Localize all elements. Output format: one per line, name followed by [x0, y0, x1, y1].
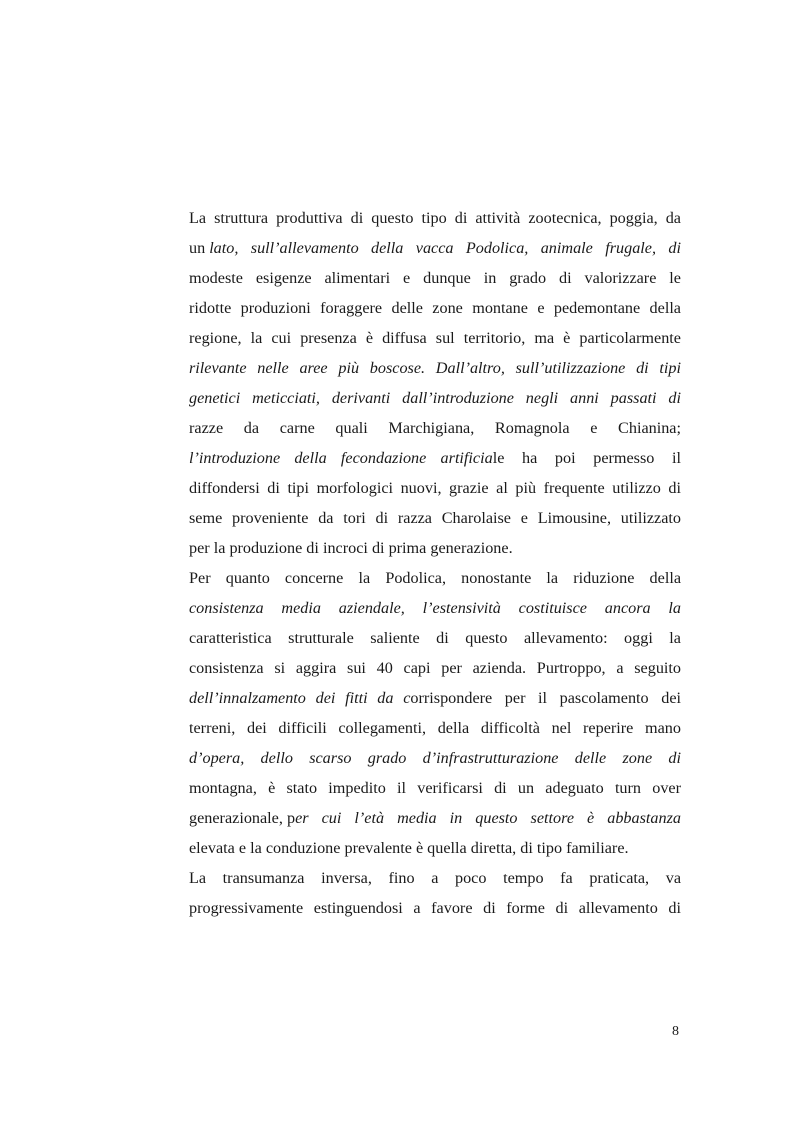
text-line: [189, 653, 681, 683]
text-line: [189, 533, 681, 563]
text-line: [189, 803, 681, 833]
text-run: elevata e la conduzione prevalente è quella diretta, di tipo familiare.: [189, 839, 629, 857]
text-run: Per quanto concerne la Podolica, nonostante la riduzione della: [189, 569, 681, 587]
text-run: d’opera, dello scarso grado d’infrastrutturazione delle zone di: [189, 749, 681, 767]
text-run: per la produzione di incroci di prima generazione.: [189, 539, 513, 557]
text-run: er cui l’età media in questo settore è abbastanza: [295, 809, 681, 827]
text-run: La transumanza inversa, fino a poco tempo fa praticata, va: [189, 869, 681, 887]
text-line: [189, 503, 681, 533]
text-run: La struttura produttiva di questo tipo di attività zootecnica, poggia, da: [189, 209, 681, 227]
paragraph-1: [189, 203, 681, 563]
text-run: l’introduzione della fecondazione artificia: [189, 449, 493, 467]
text-line: [189, 203, 681, 233]
text-run: razze da carne quali Marchigiana, Romagnola e Chianina;: [189, 419, 681, 437]
text-line: [189, 293, 681, 323]
text-run: rilevante nelle aree più boscose. Dall’altro, sull’utilizzazione di tipi: [189, 359, 681, 377]
text-run: modeste esigenze alimentari e dunque in grado di valorizzare le: [189, 269, 681, 287]
text-run: progressivamente estinguendosi a favore di forme di allevamento di: [189, 899, 681, 917]
paragraph-3: [189, 863, 681, 923]
text-line: [189, 683, 681, 713]
text-run: generazionale, p: [189, 809, 296, 827]
text-line: [189, 593, 681, 623]
text-run: montagna, è stato impedito il verificarsi di un adeguato turn over: [189, 779, 681, 797]
paragraph-2: [189, 563, 681, 863]
text-line: [189, 623, 681, 653]
text-line: [189, 743, 681, 773]
text-run: lato, sull’allevamento della vacca Podolica, animale frugale, di: [209, 239, 681, 257]
text-line: [189, 323, 681, 353]
document-body: [189, 203, 681, 923]
text-run: un: [189, 239, 206, 257]
text-run: caratteristica strutturale saliente di questo allevamento: oggi la: [189, 629, 681, 647]
text-run: terreni, dei difficili collegamenti, della difficoltà nel reperire mano: [189, 719, 681, 737]
text-run: dell’innalzamento dei fitti da c: [189, 689, 411, 707]
text-line: [189, 473, 681, 503]
text-line: [189, 263, 681, 293]
text-line: [189, 863, 681, 893]
text-run: consistenza si aggira sui 40 capi per azienda. Purtroppo, a seguito: [189, 659, 681, 677]
page-number: 8: [672, 1024, 679, 1039]
text-line: [189, 773, 681, 803]
text-run: regione, la cui presenza è diffusa sul territorio, ma è particolarmente: [189, 329, 681, 347]
text-line: [189, 443, 681, 473]
text-run: diffondersi di tipi morfologici nuovi, grazie al più frequente utilizzo di: [189, 479, 681, 497]
text-run: seme proveniente da tori di razza Charolaise e Limousine, utilizzato: [189, 509, 681, 527]
text-line: [189, 833, 681, 863]
text-line: [189, 353, 681, 383]
text-run: orrispondere per il pascolamento dei: [410, 689, 681, 707]
text-line: [189, 233, 681, 263]
text-line: [189, 383, 681, 413]
text-line: [189, 713, 681, 743]
text-run: genetici meticciati, derivanti dall’introduzione negli anni passati di: [189, 389, 681, 407]
text-line: [189, 893, 681, 923]
text-line: [189, 413, 681, 443]
text-run: consistenza media aziendale, l’estensività costituisce ancora la: [189, 599, 681, 617]
text-line: [189, 563, 681, 593]
text-run: ridotte produzioni foraggere delle zone montane e pedemontane della: [189, 299, 681, 317]
text-run: le ha poi permesso il: [492, 449, 681, 467]
